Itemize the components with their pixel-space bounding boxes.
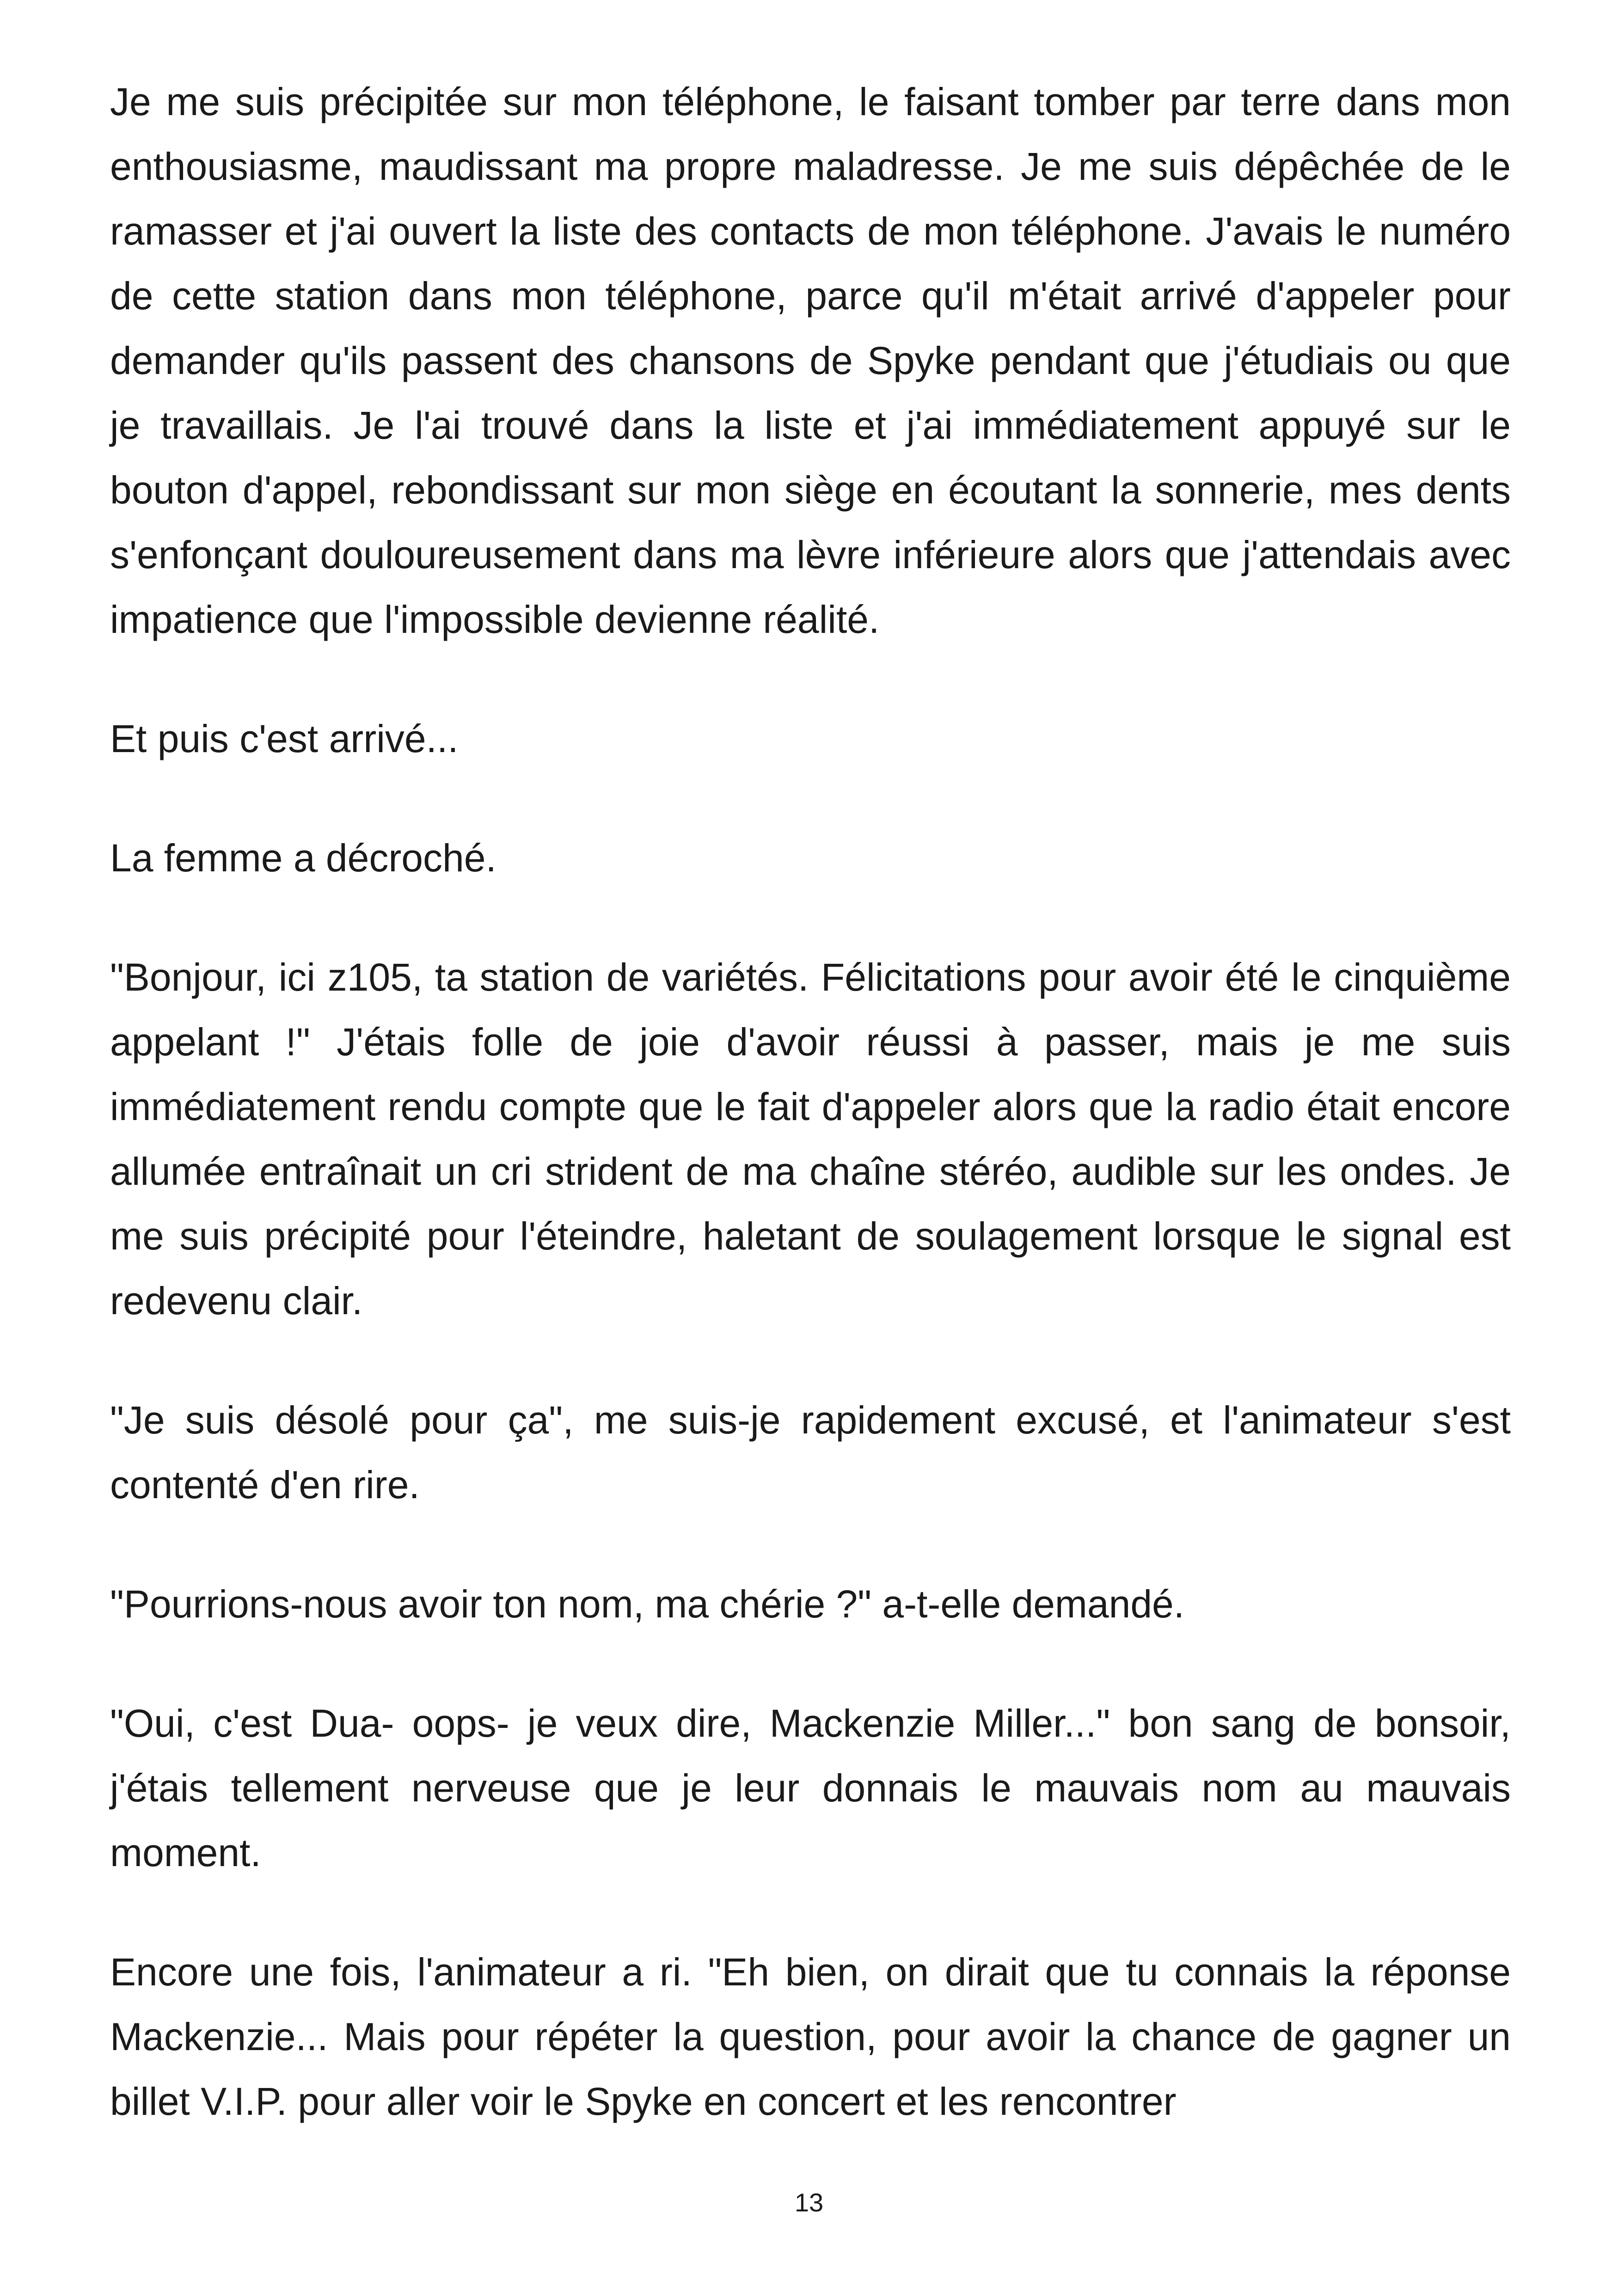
page-number: 13 (794, 2188, 824, 2217)
paragraph-2: Et puis c'est arrivé... (110, 717, 459, 760)
paragraph-6: "Pourrions-nous avoir ton nom, ma chérie ?" a-t-elle demandé. (110, 1582, 1185, 1626)
paragraph-3: La femme a décroché. (110, 836, 496, 880)
paragraph-1: Je me suis précipitée sur mon téléphone, le faisant tomber par terre dans mon enthousiasme, maudissant ma propre maladresse. Je me suis dépêchée de le ramasser et j'ai ouvert la liste des contacts de mon téléphone. J'avais le numéro de cette station dans mon téléphone, parce qu'il m'était arrivé d'appeler pour demander qu'ils passent des chansons de Spyke pendant que j'étudiais ou que je travaillais. Je l'ai trouvé dans la liste et j'ai immédiatement appuyé sur le bouton d'appel, rebondissant sur mon siège en écoutant la sonnerie, mes dents s'enfonçant douloureusement dans ma lèvre inférieure alors que j'attendais avec impatience que l'impossible devienne réalité. (110, 80, 1511, 641)
body-text (110, 69, 1511, 2134)
paragraph-5: "Je suis désolé pour ça", me suis-je rapidement excusé, et l'animateur s'est contenté d'en rire. (110, 1398, 1511, 1506)
paragraph-7: "Oui, c'est Dua- oops- je veux dire, Mackenzie Miller..." bon sang de bonsoir, j'étais tellement nerveuse que je leur donnais le mauvais nom au mauvais moment. (110, 1702, 1511, 1874)
paragraph-8: Encore une fois, l'animateur a ri. "Eh bien, on dirait que tu connais la réponse Mackenzie... Mais pour répéter la question, pour avoir la chance de gagner un billet V.I.P. pour aller voir le Spyke en concert et les rencontrer (110, 1950, 1511, 2123)
paragraph-4: "Bonjour, ici z105, ta station de variétés. Félicitations pour avoir été le cinquième appelant !" J'étais folle de joie d'avoir réussi à passer, mais je me suis immédiatement rendu compte que le fait d'appeler alors que la radio était encore allumée entraînait un cri strident de ma chaîne stéréo, audible sur les ondes. Je me suis précipité pour l'éteindre, haletant de soulagement lorsque le signal est redevenu clair. (110, 955, 1511, 1322)
